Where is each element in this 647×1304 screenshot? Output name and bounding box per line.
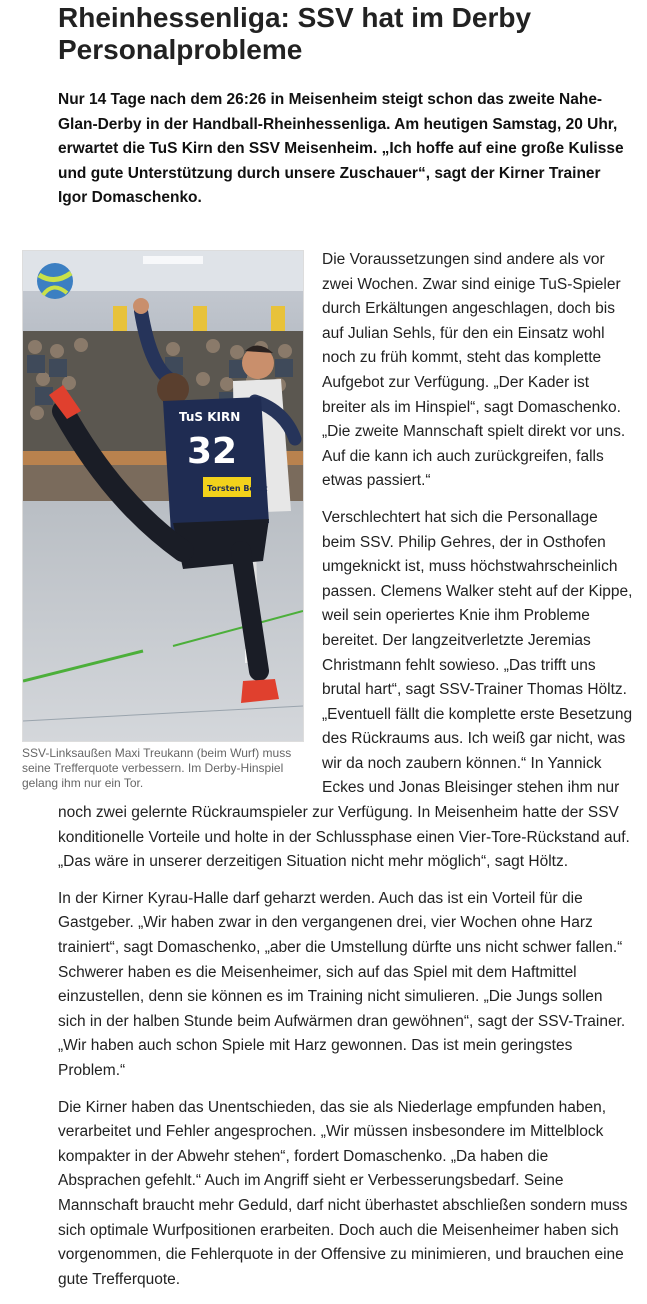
sponsor-text: Torsten Börst <box>207 484 268 493</box>
article-lead: Nur 14 Tage nach dem 26:26 in Meisenheim steigt schon das zweite Nahe-Glan-Derby in der Handball-Rheinhessenliga. Am heutigen Samstag, 20 Uhr, erwartet die TuS Kirn den SSV Meisenheim. „Ich hoffe auf eine große Kulisse und gute Unterstützung durch unsere Zuschauer“, sagt der Kirner Trainer Igor Domaschenko. <box>58 91 624 206</box>
article-paragraph: Die Voraussetzungen sind andere als vor zwei Wochen. Zwar sind einige TuS-Spieler durch Erkältungen angeschlagen, doch bis auf Julian Sehls, für den ein Einsatz wohl noch zu früh kommt, steht das komplette Aufgebot zur Verfügung. „Der Kader ist breiter als im Hinspiel“, sagt Domaschenko. „Die zweite Mannschaft spielt direkt vor uns. Auf die kann ich auch zurückgreifen, falls etwas passiert.“ <box>322 251 626 490</box>
jersey-text: TuS KIRN <box>179 410 241 424</box>
jersey-number: 32 <box>187 431 238 472</box>
article-body <box>22 248 633 1304</box>
article-title: Rheinhessenliga: SSV hat im Derby Personalprobleme <box>58 2 532 65</box>
article-paragraph: Die Kirner haben das Unentschieden, das sie als Niederlage empfunden haben, verarbeitet und Fehler angesprochen. „Wir müssen insbesondere im Mittelblock kompakter in der Abwehr stehen“, fordert Domaschenko. „Da haben die Absprachen gefehlt.“ Auch im Angriff sieht er Verbesserungsbedarf. Seine Mannschaft braucht mehr Geduld, darf nicht überhastet abschließen sondern muss sich optimale Wurfpositionen erarbeiten. Doch auch die Meisenheimer haben sich vorgenommen, die Fehlerquote in der Offensive zu minimieren, und brauchen eine gute Trefferquote. <box>58 1098 628 1288</box>
article-paragraph: Verschlechtert hat sich die Personallage beim SSV. Philip Gehres, der in Osthofen umgeknickt ist, muss höchstwahrscheinlich passen. Clemens Walker steht auf der Kippe, weil sein operiertes Knie ihm Probleme bereitet. Der langzeitverletzte Jeremias Christmann fehlt sowieso. „Das trifft uns brutal hart“, sagt SSV-Trainer Thomas Höltz. „Eventuell fällt die komplette erste Besetzung des Rückraums aus. Ich weiß gar nicht, was wir da noch zaubern können.“ In Yannick Eckes und Jonas Bleisinger stehen ihm nur noch zwei gelernte Rückraumspieler zur Verfügung. In Meisenheim hatte der SSV konditionelle Vorteile und holte in der Schlussphase einen Vier-Tore-Rückstand auf. „Das wäre in unserer derzeitigen Situation nicht mehr möglich“, sagt Höltz. <box>58 508 633 871</box>
image-caption: SSV-Linksaußen Maxi Treukann (beim Wurf) muss seine Trefferquote verbessern. Im Derby-Hinspiel gelang ihm nur ein Tor. <box>22 746 292 790</box>
article-paragraph: In der Kirner Kyrau-Halle darf geharzt werden. Auch das ist ein Vorteil für die Gastgeber. „Wir haben zwar in den vergangenen drei, vier Wochen ohne Harz trainiert“, sagt Domaschenko, „aber die Umstellung dürfte uns nicht schwer fallen.“ Schwerer haben es die Meisenheimer, sich auf das Spiel mit dem Haftmittel einzustellen, denn sie können es im Training nicht simulieren. „Die Jungs sollen sich in der halben Stunde beim Aufwärmen dran gewöhnen“, sagt der SSV-Trainer. „Wir haben auch schon Spiele mit Harz gewonnen. Das ist mein geringstes Problem.“ <box>58 889 626 1079</box>
article-figure <box>22 250 322 791</box>
handball-photo[interactable] <box>22 250 304 742</box>
